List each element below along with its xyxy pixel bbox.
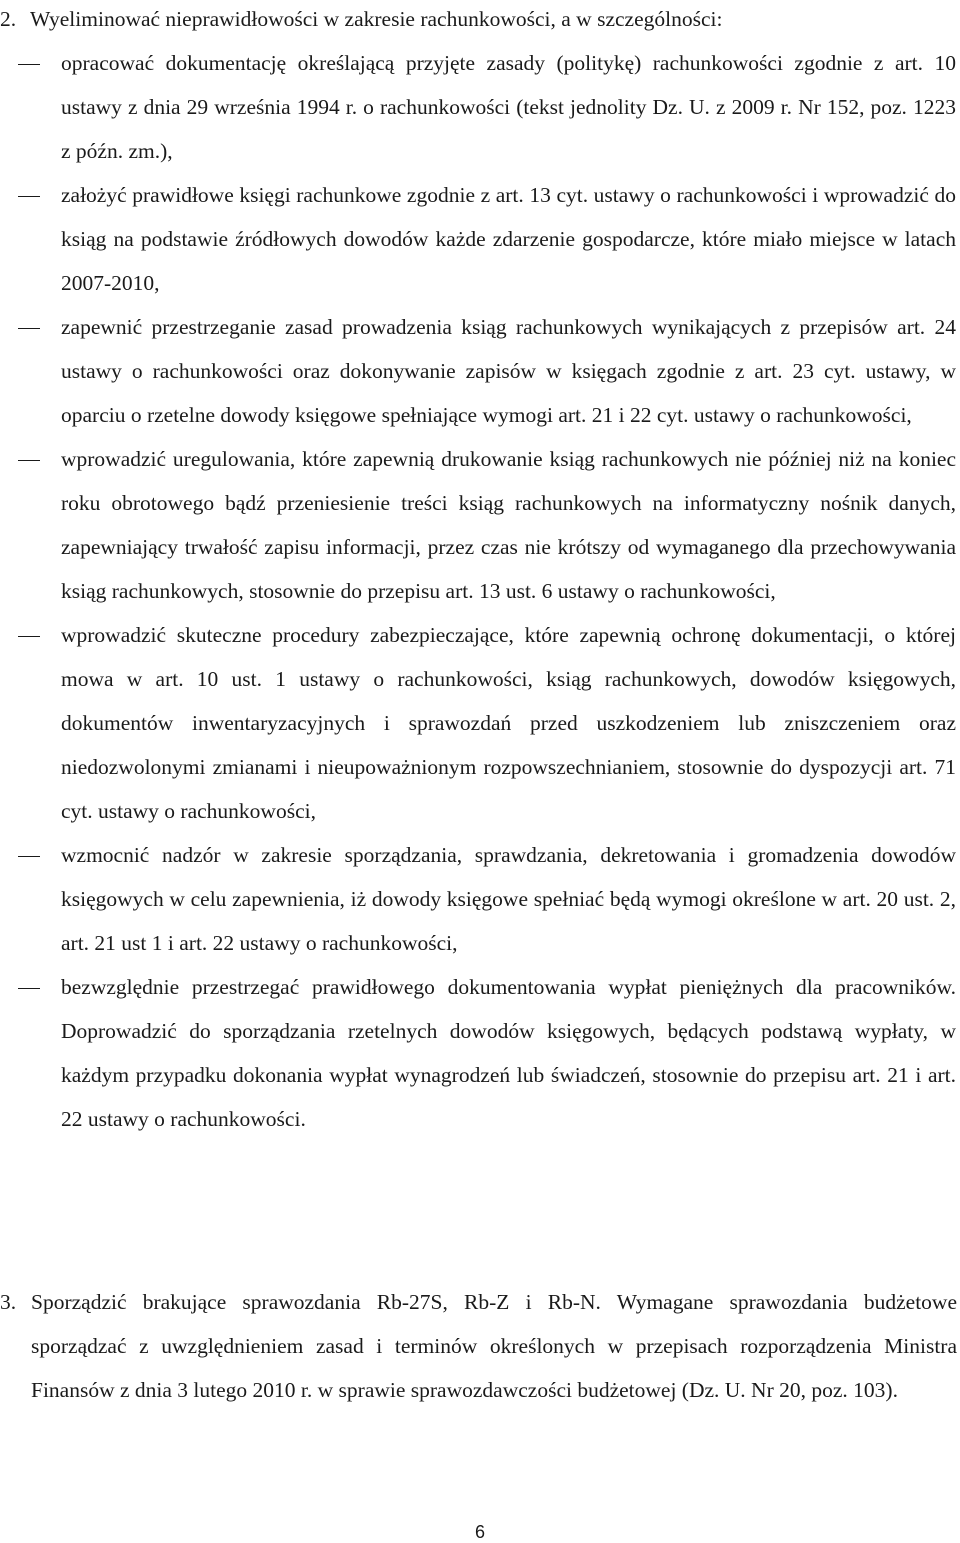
item-number: 3. <box>0 1290 17 1314</box>
list-item <box>0 305 956 437</box>
list-item <box>0 833 956 965</box>
list-item-text: wprowadzić skuteczne procedury zabezpieczające, które zapewnią ochronę dokumentacji, o której mowa w art. 10 ust. 1 ustawy o rachunkowości, ksiąg rachunkowych, dowodów księgowych, dokumentów inwentaryzacyjnych i sprawozdań przed uszkodzeniem lub zniszczeniem oraz niedozwolonymi zmianami i nieupoważnionym rozpowszechnianiem, stosownie do dyspozycji art. 71 cyt. ustawy o rachunkowości, <box>61 623 956 823</box>
list-item-text: opracować dokumentację określającą przyjęte zasady (politykę) rachunkowości zgodnie z art. 10 ustawy z dnia 29 września 1994 r. o rachunkowości (tekst jednolity Dz. U. z 2009 r. Nr 152, poz. 1223 z późn. zm.), <box>61 51 956 163</box>
list-item-text: zapewnić przestrzeganie zasad prowadzenia ksiąg rachunkowych wynikających z przepisów art. 24 ustawy o rachunkowości oraz dokonywanie zapisów w księgach zgodnie z art. 23 cyt. ustawy, w oparciu o rzetelne dowody księgowe spełniające wymogi art. 21 i 22 cyt. ustawy o rachunkowości, <box>61 315 956 427</box>
list-item <box>0 613 956 833</box>
item-text: Wyeliminować nieprawidłowości w zakresie rachunkowości, a w szczególności: <box>30 7 723 31</box>
item-number: 2. <box>0 7 17 31</box>
page-number: 6 <box>474 1522 485 1542</box>
bullet-list <box>0 41 960 1141</box>
list-item-text: wzmocnić nadzór w zakresie sporządzania, sprawdzania, dekretowania i gromadzenia dowodów księgowych w celu zapewnienia, iż dowody księgowe spełniać będą wymogi określone w art. 20 ust. 2, art. 21 ust 1 i art. 22 ustawy o rachunkowości, <box>61 843 956 955</box>
list-item <box>0 41 956 173</box>
list-item <box>0 965 956 1141</box>
recommendation-item-3 <box>0 1280 960 1412</box>
list-item-text: wprowadzić uregulowania, które zapewnią drukowanie ksiąg rachunkowych nie później niż na koniec roku obrotowego bądź przeniesienie treści ksiąg rachunkowych na informatyczny nośnik danych, zapewniający trwałość zapisu informacji, przez czas nie krótszy od wymaganego dla przechowywania ksiąg rachunkowych, stosownie do przepisu art. 13 ust. 6 ustawy o rachunkowości, <box>61 447 956 603</box>
list-item <box>0 437 956 613</box>
list-item <box>0 173 956 305</box>
list-item-text: założyć prawidłowe księgi rachunkowe zgodnie z art. 13 cyt. ustawy o rachunkowości i wprowadzić do ksiąg na podstawie źródłowych dowodów każde zdarzenie gospodarcze, które miało miejsce w latach 2007-2010, <box>61 183 956 295</box>
list-item-text: bezwzględnie przestrzegać prawidłowego dokumentowania wypłat pieniężnych dla pracowników. Doprowadzić do sporządzania rzetelnych dowodów księgowych, będących podstawą wypłaty, w każdym przypadku dokonania wypłat wynagrodzeń lub świadczeń, stosownie do przepisu art. 21 i art. 22 ustawy o rachunkowości. <box>61 975 956 1131</box>
recommendation-item-2 <box>0 0 960 41</box>
item-text: Sporządzić brakujące sprawozdania Rb-27S, Rb-Z i Rb-N. Wymagane sprawozdania budżetowe sporządzać z uwzględnieniem zasad i terminów określonych w przepisach rozporządzenia Ministra Finansów z dnia 3 lutego 2010 r. w sprawie sprawozdawczości budżetowej (Dz. U. Nr 20, poz. 103). <box>31 1290 957 1402</box>
